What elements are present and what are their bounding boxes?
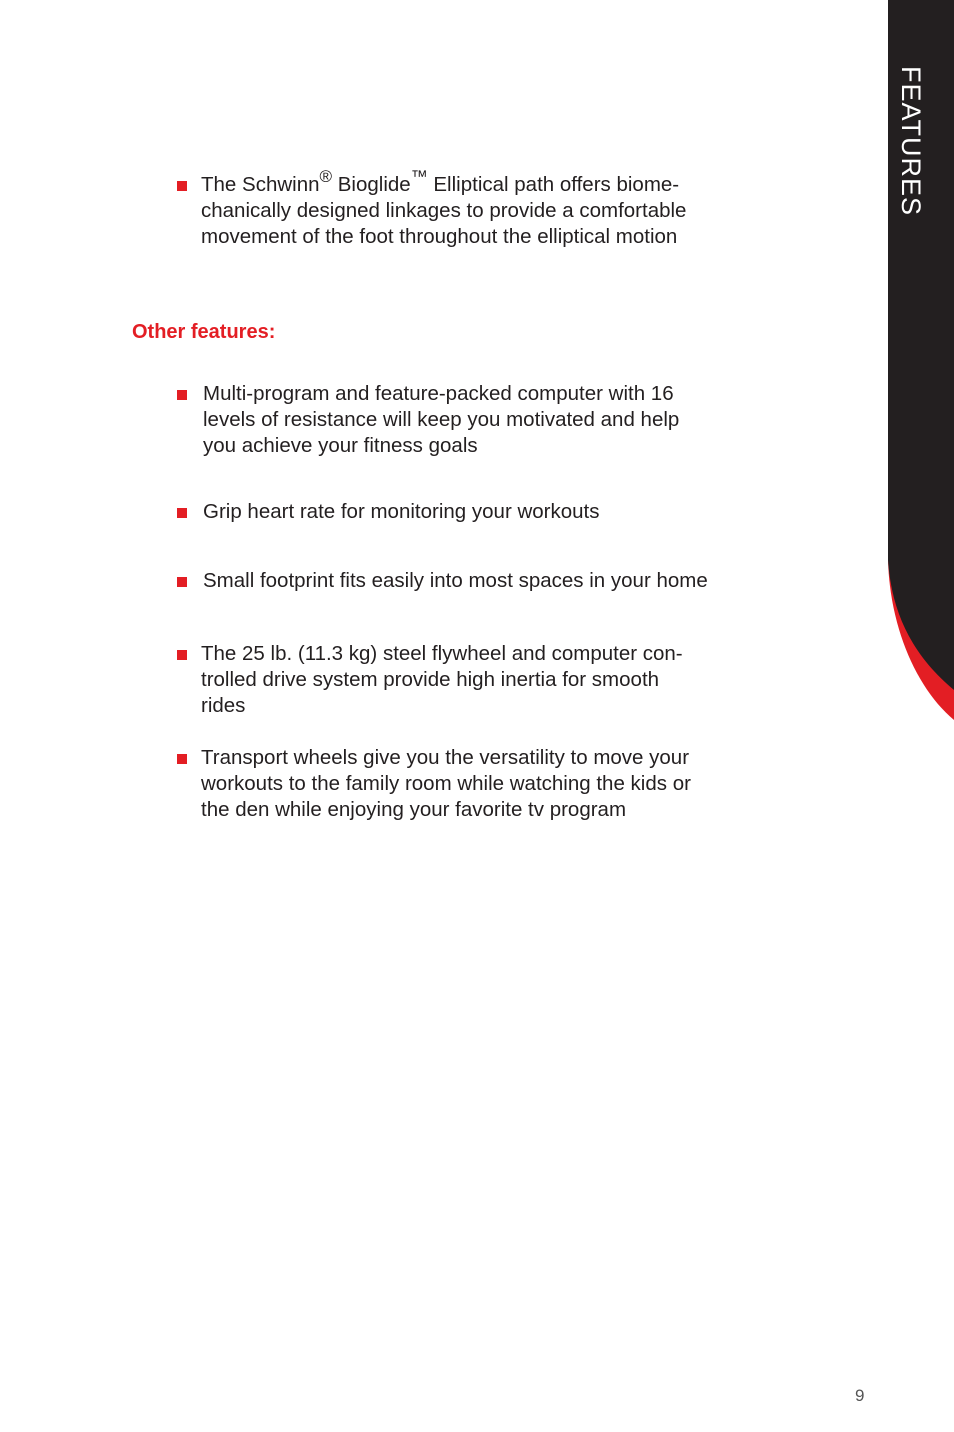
- intro-line-2: chanically designed linkages to provide a comfortable: [201, 199, 687, 223]
- registered-mark: ®: [319, 167, 333, 186]
- intro-line-3: movement of the foot throughout the elliptical motion: [201, 225, 678, 249]
- section-tab-label: FEATURES: [896, 66, 926, 217]
- feature-line: rides: [201, 694, 246, 718]
- feature-line: levels of resistance will keep you motivated and help: [203, 408, 680, 432]
- intro-text-schwinn: The Schwinn: [201, 173, 320, 196]
- feature-line: Small footprint fits easily into most spaces in your home: [203, 569, 708, 592]
- feature-line: the den while enjoying your favorite tv program: [201, 798, 627, 822]
- bullet-icon: [177, 650, 187, 660]
- feature-item: [203, 499, 600, 525]
- feature-line: workouts to the family room while watching the kids or: [201, 772, 691, 796]
- intro-text-bioglide: Bioglide: [332, 173, 411, 196]
- feature-line: Multi-program and feature-packed computer with 16: [203, 382, 674, 405]
- bullet-icon: [177, 181, 187, 191]
- intro-line-1: [201, 167, 686, 198]
- bullet-icon: [177, 508, 187, 518]
- feature-item: [203, 568, 708, 594]
- feature-item: [203, 381, 679, 460]
- feature-line: you achieve your fitness goals: [203, 434, 478, 458]
- bullet-icon: [177, 390, 187, 400]
- feature-line: Grip heart rate for monitoring your workouts: [203, 500, 600, 523]
- bullet-icon: [177, 754, 187, 764]
- feature-item: [201, 745, 691, 824]
- feature-line: trolled drive system provide high inertia for smooth: [201, 668, 660, 692]
- bullet-icon: [177, 577, 187, 587]
- intro-feature-item: [201, 167, 687, 251]
- feature-line: The 25 lb. (11.3 kg) steel flywheel and computer con-: [201, 642, 683, 665]
- page-number: 9: [855, 1386, 865, 1405]
- intro-text-rest: Elliptical path offers biome-: [427, 173, 680, 196]
- trademark-mark: ™: [410, 167, 428, 186]
- section-heading: Other features:: [132, 321, 276, 343]
- feature-item: [201, 641, 683, 720]
- feature-line: Transport wheels give you the versatility to move your: [201, 746, 690, 769]
